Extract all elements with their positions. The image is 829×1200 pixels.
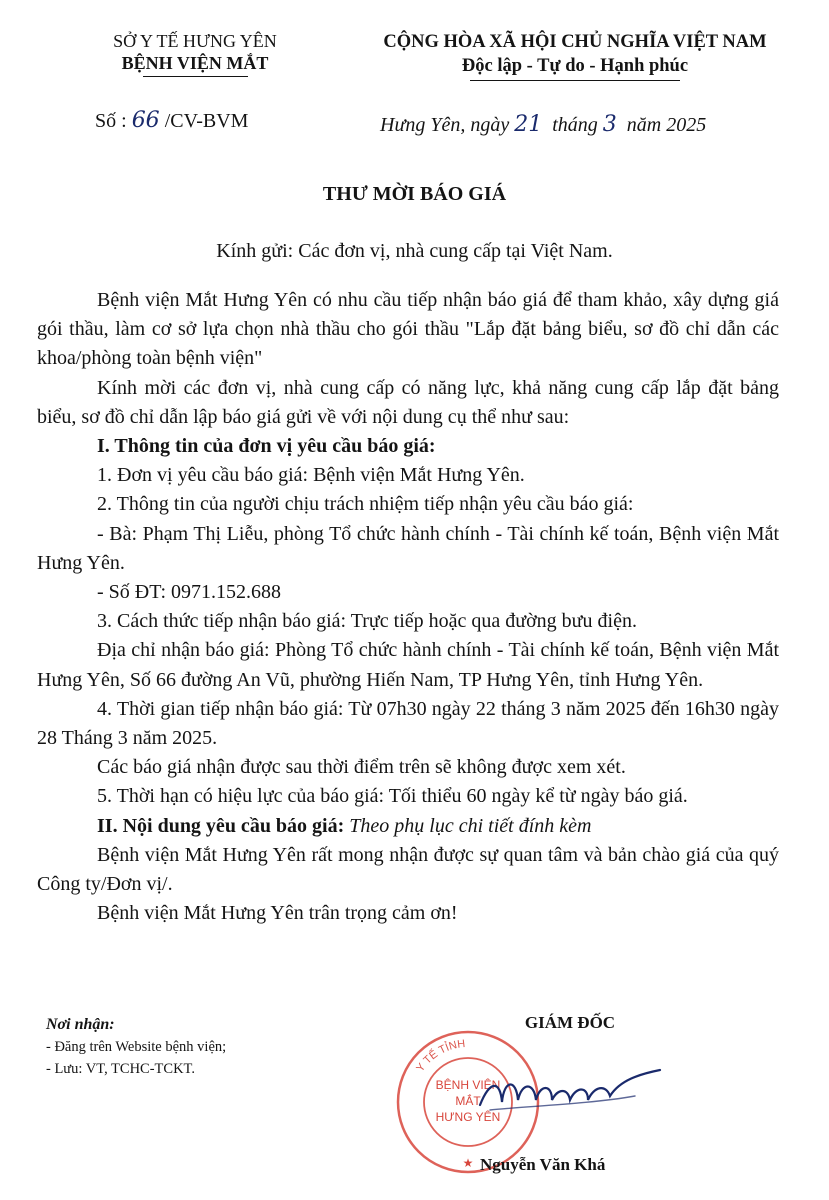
national-motto: Độc lập - Tự do - Hạnh phúc bbox=[461, 56, 689, 76]
national-title: CỘNG HÒA XÃ HỘI CHỦ NGHĨA VIỆT NAM bbox=[383, 32, 767, 52]
date-month: 3 bbox=[602, 112, 617, 137]
recipient-line: Kính gửi: Các đơn vị, nhà cung cấp tại Việt Nam. bbox=[216, 240, 613, 262]
signer-name: Nguyễn Văn Khá bbox=[480, 1155, 606, 1174]
agency-parent: SỞ Y TẾ HƯNG YÊN bbox=[113, 31, 277, 51]
section-2 bbox=[37, 812, 779, 841]
document-number-label: Số : bbox=[95, 110, 127, 132]
agency-header bbox=[60, 30, 330, 77]
thanks-line: Bệnh viện Mắt Hưng Yên trân trọng cảm ơn! bbox=[97, 902, 458, 925]
recipients-heading: Nơi nhận: bbox=[46, 1016, 115, 1033]
date-place: Hưng Yên, ngày bbox=[380, 114, 510, 136]
recipients-list bbox=[46, 1014, 346, 1080]
document-number bbox=[95, 108, 248, 133]
item-2-contact-person: - Bà: Phạm Thị Liễu, phòng Tổ chức hành chính - Tài chính kế toán, Bệnh viện Mắt Hưng Yên. bbox=[37, 522, 779, 574]
national-motto-underline bbox=[470, 80, 680, 81]
national-header bbox=[340, 30, 810, 81]
intro-paragraph: Bệnh viện Mắt Hưng Yên có nhu cầu tiếp nhận báo giá để tham khảo, xây dựng giá gói thầu, làm cơ sở lựa chọn nhà thầu cho gói thầu "Lắp đặt bảng biểu, sơ đồ chỉ dẫn các khoa/phòng toàn bệnh viện" bbox=[37, 289, 779, 370]
agency-name: BỆNH VIỆN MẮT bbox=[121, 53, 269, 73]
seal-star-icon: ★ bbox=[462, 1156, 474, 1170]
recipient-item: - Lưu: VT, TCHC-TCKT. bbox=[46, 1061, 195, 1077]
invitation-paragraph: Kính mời các đơn vị, nhà cung cấp có năng lực, khả năng cung cấp lắp đặt bảng biểu, sơ đồ chỉ dẫn lập báo giá gửi về với nội dung cụ thể như sau: bbox=[37, 376, 779, 428]
item-4-note: Các báo giá nhận được sau thời điểm trên sẽ không được xem xét. bbox=[97, 756, 626, 779]
seal-ring-text: Y TẾ TỈNH bbox=[414, 1037, 466, 1075]
date-month-label: tháng bbox=[552, 114, 598, 136]
item-2: 2. Thông tin của người chịu trách nhiệm tiếp nhận yêu cầu báo giá: bbox=[97, 493, 634, 516]
agency-underline bbox=[143, 76, 248, 77]
item-3-address: Địa chỉ nhận báo giá: Phòng Tổ chức hành chính - Tài chính kế toán, Bệnh viện Mắt Hưng Yên, Số 66 đường An Vũ, phường Hiến Nam, TP Hưng Yên, tỉnh Hưng Yên. bbox=[37, 639, 779, 691]
seal-line-1: BỆNH VIỆN bbox=[435, 1078, 501, 1092]
closing-paragraph: Bệnh viện Mắt Hưng Yên rất mong nhận được sự quan tâm và bản chào giá của quý Công ty/Đơn vị/. bbox=[37, 843, 779, 896]
signature-mark bbox=[470, 1060, 670, 1130]
date-year: năm 2025 bbox=[626, 114, 707, 136]
seal-line-2: MẮT bbox=[455, 1094, 481, 1108]
section-1-heading: I. Thông tin của đơn vị yêu cầu báo giá: bbox=[97, 435, 436, 458]
item-2-phone: - Số ĐT: 0971.152.688 bbox=[97, 581, 282, 604]
item-3: 3. Cách thức tiếp nhận báo giá: Trực tiếp hoặc qua đường bưu điện. bbox=[97, 610, 637, 633]
section-2-value: Theo phụ lục chi tiết đính kèm bbox=[349, 814, 592, 837]
section-2-heading: II. Nội dung yêu cầu báo giá: bbox=[97, 814, 345, 837]
item-4: 4. Thời gian tiếp nhận báo giá: Từ 07h30 ngày 22 tháng 3 năm 2025 đến 16h30 ngày 28 Tháng 3 năm 2025. bbox=[37, 697, 779, 750]
date-line bbox=[380, 112, 706, 137]
date-day: 21 bbox=[514, 112, 543, 137]
document-number-value: 66 bbox=[131, 108, 160, 133]
recipient-item: - Đăng trên Website bệnh viện; bbox=[46, 1039, 227, 1055]
document-title: THƯ MỜI BÁO GIÁ bbox=[322, 183, 507, 205]
item-1: 1. Đơn vị yêu cầu báo giá: Bệnh viện Mắt Hưng Yên. bbox=[97, 464, 525, 487]
seal-line-3: HƯNG YÊN bbox=[435, 1110, 501, 1124]
item-5: 5. Thời hạn có hiệu lực của báo giá: Tối thiểu 60 ngày kể từ ngày báo giá. bbox=[97, 785, 688, 808]
document-number-suffix: /CV-BVM bbox=[164, 110, 249, 132]
signer-title: GIÁM ĐỐC bbox=[524, 1013, 616, 1032]
letter-body bbox=[37, 286, 779, 928]
